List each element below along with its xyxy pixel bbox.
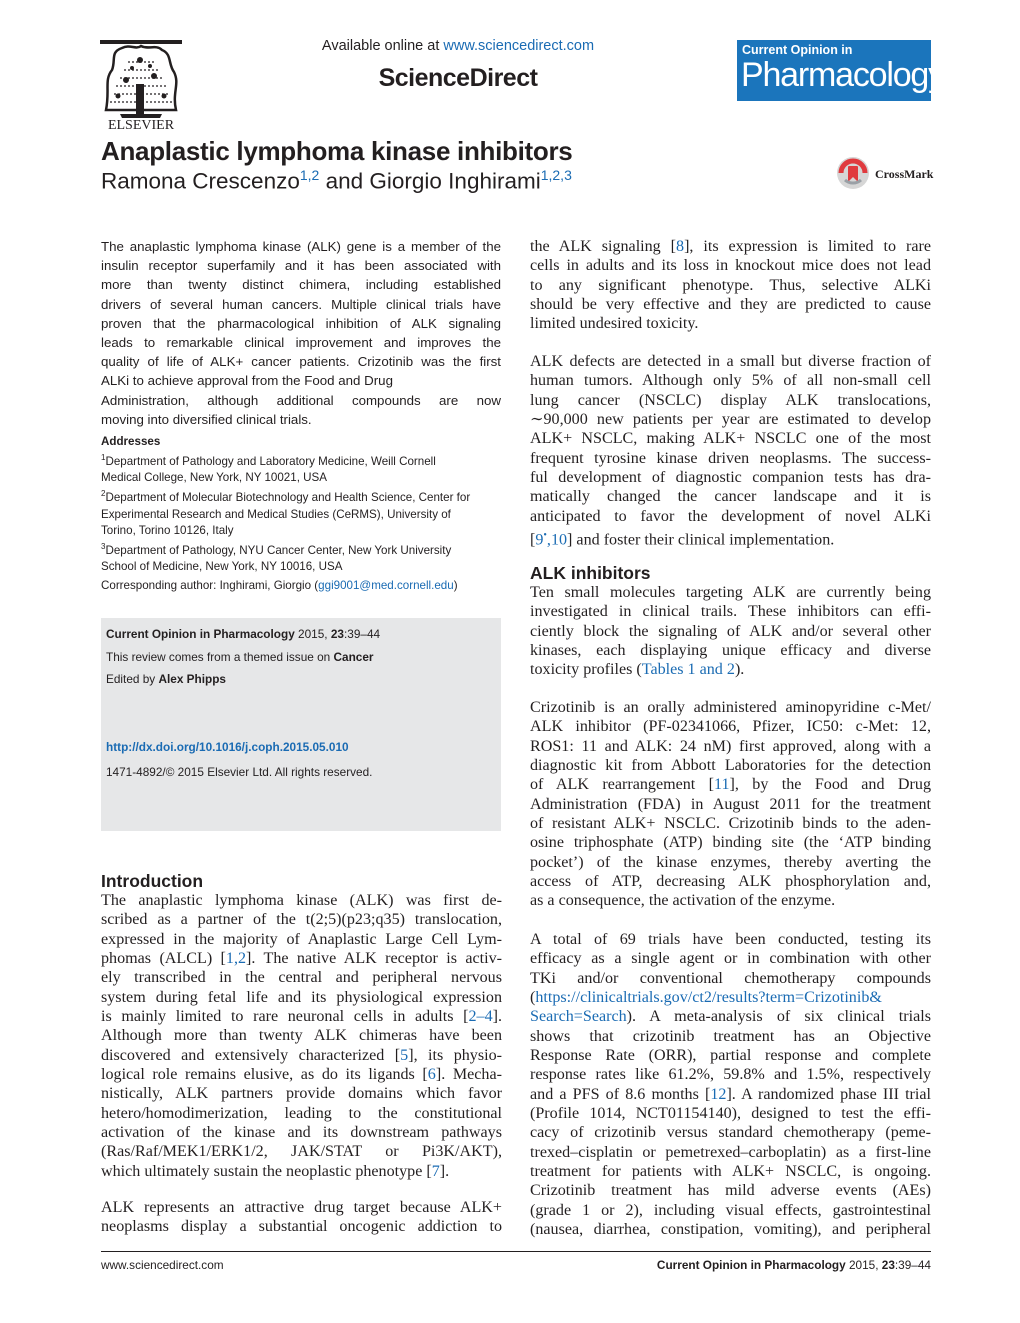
text-run: ∼90,000 new patients per year are estimated to develop	[530, 411, 931, 429]
text-run: ]. A randomized phase III trial	[726, 1085, 931, 1103]
abstract-line: leads to remarkable clinical improvement and improves the	[101, 335, 501, 351]
text-line	[530, 949, 931, 968]
text-run: efficacy as a single agent or in combination with other	[530, 950, 931, 968]
text-line	[101, 1104, 502, 1123]
text-line	[530, 1201, 931, 1220]
address-sup: 3	[101, 541, 106, 551]
text-line	[530, 314, 931, 333]
text-run: ALK represents an attractive drug target because ALK+	[101, 1199, 502, 1216]
crossmark-label: CrossMark	[875, 167, 934, 181]
edited-prefix: Edited by	[106, 672, 159, 686]
address-line: Experimental Research and Medical Studies (CeRMS), University of	[101, 507, 451, 521]
text-run: scribed as a partner of the t(2;5)(p23;q35) translocation,	[101, 911, 502, 929]
footer-rule	[101, 1251, 931, 1252]
reference-link[interactable]: 11	[714, 776, 730, 794]
introduction-paragraph-2	[101, 1198, 502, 1237]
doi-line	[106, 740, 349, 754]
text-run: ], by the Food and Drug	[729, 776, 931, 794]
text-run: (Ras/Raf/MEK1/ERK1/2, JAK/STAT or Pi3K/AKT),	[101, 1143, 502, 1161]
reference-link[interactable]: 5	[400, 1046, 409, 1064]
text-line	[101, 988, 502, 1007]
introduction-heading: Introduction	[101, 871, 204, 891]
right-paragraph-1	[530, 237, 931, 334]
text-line	[530, 698, 931, 717]
text-run: lung cancer (NSCLC) display ALK translocations,	[530, 391, 931, 409]
text-run: ALK defects are detected in a small but diverse fraction of	[530, 353, 931, 370]
text-run: [	[530, 531, 536, 549]
copyright-text: 2015 Elsevier Ltd. All rights reserved.	[174, 765, 373, 779]
clinicaltrials-link[interactable]: Search=Search	[530, 1008, 627, 1026]
address-line: Medical College, New York, NY 10021, USA	[101, 471, 327, 485]
abstract-line: more than twenty distinct chimera, including established	[101, 277, 501, 293]
text-line	[101, 891, 502, 910]
text-run: system during fetal life and its physiological expression	[101, 988, 502, 1006]
text-line	[101, 1198, 502, 1217]
text-run: should be very effective and they are predicted to cause	[530, 296, 931, 314]
text-run: kinases, each displaying unique efficacy and diverse	[530, 642, 931, 660]
text-run: treatment for patients with ALK+ NSCLC, is ongoing.	[530, 1163, 931, 1181]
author-list	[101, 167, 572, 195]
text-line	[530, 1123, 931, 1142]
abstract-line: drivers of several human cancers. Multiple clinical trials have	[101, 296, 501, 312]
right-paragraph-4	[530, 698, 931, 911]
text-run: is mainly limited to rare neuronal cells in adults [	[101, 1008, 469, 1026]
text-line	[530, 371, 931, 390]
text-line	[530, 1046, 931, 1065]
text-run: which ultimately sustain the neoplastic phenotype [	[101, 1162, 432, 1180]
text-run: ALK inhibitor (PF-02341066, Pfizer, IC50: c-Met: 12,	[530, 718, 931, 736]
sciencedirect-link[interactable]: www.sciencedirect.com	[443, 38, 595, 54]
text-line	[530, 988, 931, 1007]
text-run: Ten small molecules targeting ALK are currently being	[530, 584, 931, 601]
reference-link[interactable]: 2–4	[468, 1008, 493, 1026]
text-run: osine triphosphate (ATP) binding site (the ‘ATP binding	[530, 834, 931, 852]
text-run: ]. The native ALK receptor is activ-	[246, 950, 502, 968]
text-line	[530, 526, 931, 550]
text-run: ). A meta-analysis of six clinical trials	[626, 1008, 931, 1026]
text-run: hetero/homodimerization, leading to the constitutional	[101, 1104, 502, 1122]
address-sup: 2	[101, 489, 106, 499]
text-line	[101, 1007, 502, 1026]
available-prefix: Available online at	[321, 38, 444, 54]
reference-link[interactable]: 6	[427, 1066, 436, 1084]
text-line	[530, 641, 931, 660]
text-run: Although more than twenty ALK chimeras have been	[101, 1027, 502, 1045]
text-line	[530, 737, 931, 756]
reference-link[interactable]: ,10	[546, 531, 568, 549]
text-line	[530, 352, 931, 371]
text-line	[530, 295, 931, 314]
text-line	[530, 237, 931, 256]
text-run: toxicity profiles (	[530, 661, 642, 679]
author-name[interactable]: Ramona Crescenzo	[101, 168, 300, 194]
citation-year: 2015,	[294, 627, 331, 641]
text-run: ciently block the signaling of ALK and/or several other	[530, 622, 931, 640]
text-line	[530, 1162, 931, 1181]
copyright-icon: ©	[165, 765, 175, 779]
text-line	[530, 487, 931, 506]
themed-prefix: This review comes from a themed issue on	[106, 650, 334, 664]
abstract	[101, 237, 501, 429]
text-run: ], its physio-	[408, 1046, 502, 1064]
text-run: phomas (ALCL) [	[101, 950, 226, 968]
text-run: logical role remains elusive, as do its ligands [	[101, 1066, 428, 1084]
text-line	[530, 1007, 931, 1026]
text-run: ALK+ NSCLC, making ALK+ NSCLC one of the most	[530, 430, 931, 448]
text-run: discovered and extensively characterized [	[101, 1046, 401, 1064]
text-run: of ALK rearrangement [	[530, 776, 715, 794]
text-run: trexed–cisplatin or pemetrexed–carboplatin) as a first-line	[530, 1143, 931, 1161]
journal-banner-top: Current Opinion in	[742, 43, 853, 57]
text-run: cells in adults and its loss in knockout mice does not lead	[530, 257, 931, 275]
text-run: Crizotinib treatment has mild adverse events (AEs)	[530, 1182, 931, 1200]
text-line	[530, 410, 931, 429]
footer-pages: :39–44	[894, 1258, 931, 1272]
text-run: as a consequence, the activation of the enzyme.	[530, 892, 836, 910]
text-line	[530, 1181, 931, 1200]
text-line	[530, 775, 931, 794]
text-line	[530, 1027, 931, 1046]
author-name[interactable]: Giorgio Inghirami	[369, 168, 541, 194]
address-1	[101, 450, 505, 470]
text-run: The anaplastic lymphoma kinase (ALK) was first de-	[101, 892, 502, 909]
citation-line	[106, 627, 380, 641]
reference-link[interactable]: 9	[535, 531, 544, 549]
text-run: the ALK signaling [	[530, 238, 677, 255]
author-conjunction: and	[325, 168, 364, 194]
text-line	[101, 1065, 502, 1084]
text-run: shows that crizotinib treatment has an Objective	[530, 1027, 931, 1045]
text-run: ].	[439, 1162, 450, 1180]
text-line	[530, 1104, 931, 1123]
text-run: of resistant ALK+ NSCLC. Crizotinib binds to the aden-	[530, 815, 931, 833]
text-line	[530, 1065, 931, 1084]
text-line	[530, 795, 931, 814]
author-affiliation-sup[interactable]: 1,2,3	[540, 167, 572, 183]
text-run: (Profile 1014, NCT01154140), designed to test the effi-	[530, 1105, 931, 1123]
crossmark-badge[interactable]	[836, 154, 934, 192]
text-line	[101, 1123, 502, 1142]
address-2	[101, 486, 505, 506]
footer-volume: 23	[881, 1258, 895, 1272]
issn: 1471-4892/	[106, 765, 166, 779]
text-line	[530, 1143, 931, 1162]
footer-year: 2015,	[845, 1258, 882, 1272]
text-line	[101, 930, 502, 949]
text-run: diagnostic kit from Abbott Laboratories for the detection	[530, 757, 931, 775]
text-run: matically changed the cancer landscape and it is	[530, 488, 931, 506]
footer-journal: Current Opinion in Pharmacology	[656, 1258, 846, 1272]
address-line: Torino, Torino 10126, Italy	[101, 523, 234, 537]
address-line: Department of Molecular Biotechnology and Health Science, Center for	[105, 491, 471, 505]
text-line	[530, 833, 931, 852]
text-line	[530, 717, 931, 736]
text-run: Crizotinib is an orally administered aminopyridine c-Met/	[530, 699, 931, 716]
text-line	[530, 391, 931, 410]
text-run: neoplasms display a substantial oncogenic addiction to	[101, 1218, 502, 1236]
text-run: access of ATP, decreasing ALK phosphorylation and,	[530, 873, 931, 891]
reference-link[interactable]: 7	[431, 1162, 440, 1180]
text-line	[530, 814, 931, 833]
text-line	[101, 949, 502, 968]
text-line	[101, 910, 502, 929]
journal-banner-title: Pharmacology	[741, 56, 944, 94]
elsevier-wordmark: ELSEVIER	[107, 118, 175, 130]
text-run: ful development of diagnostic companion tests has dra-	[530, 469, 931, 487]
text-line	[101, 1162, 502, 1181]
text-run: frequent tyrosine kinase driven neoplasms. The success-	[530, 449, 931, 467]
abstract-line: quality of life of ALK+ cancer patients. Crizotinib was the first	[101, 354, 501, 370]
address-line: Department of Pathology and Laboratory Medicine, Weill Cornell	[105, 455, 436, 469]
abstract-line: Administration, although additional compounds are now	[101, 392, 501, 408]
text-line	[530, 429, 931, 448]
reference-link[interactable]: 12	[710, 1085, 727, 1103]
text-line	[530, 256, 931, 275]
introduction-paragraph-1	[101, 891, 502, 1181]
text-line	[101, 1217, 502, 1236]
text-line	[101, 1026, 502, 1045]
abstract-line: moving into diversified clinical trials.	[101, 411, 312, 427]
text-line	[530, 853, 931, 872]
text-line	[530, 1220, 931, 1239]
corresponding-author	[101, 578, 505, 594]
text-run: pocket’) of the kinase enzymes, thereby averting the	[530, 853, 931, 871]
text-run: anticipated to favor the development of novel ALKi	[530, 507, 931, 525]
corresponding-prefix: Corresponding author: Inghirami, Giorgio (	[101, 579, 319, 592]
text-run: activation of the kinase and its downstream pathways	[101, 1124, 502, 1142]
article-info-box	[101, 618, 501, 831]
text-line	[530, 872, 931, 891]
text-line	[530, 602, 931, 621]
text-run: TKi and/or conventional chemotherapy compounds	[530, 969, 931, 987]
text-run: cacy of crizotinib versus standard chemotherapy (peme-	[530, 1124, 931, 1142]
text-run: ely transcribed in the central and peripheral nervous	[101, 969, 502, 987]
editor-name: Alex Phipps	[158, 672, 226, 686]
text-run: investigated in clinical trails. These inhibitors can effi-	[530, 603, 931, 621]
text-line	[101, 1046, 502, 1065]
addresses	[101, 434, 505, 575]
text-run: ]. Mecha-	[435, 1066, 502, 1084]
address-3	[101, 539, 505, 559]
text-run: human tumors. Although only 5% of all non-small cell	[530, 372, 931, 390]
reference-link[interactable]: Tables 1 and 2	[641, 661, 735, 679]
abstract-line: ALKi to achieve approval from the Food and Drug	[101, 373, 393, 389]
footer-website[interactable]: www.sciencedirect.com	[101, 1258, 224, 1272]
text-run: A total of 69 trials have been conducted, testing its	[530, 931, 931, 948]
citation-journal: Current Opinion in Pharmacology	[106, 627, 295, 641]
themed-issue-line	[106, 650, 374, 664]
text-line	[530, 969, 931, 988]
abstract-line: proven that the pharmacological inhibition of ALK signaling	[101, 315, 501, 331]
text-run: Response Rate (ORR), partial response and complete	[530, 1047, 931, 1065]
text-line	[530, 756, 931, 775]
text-run: (	[530, 989, 536, 1007]
right-paragraph-5	[530, 930, 931, 1240]
reference-link[interactable]: 8	[676, 238, 685, 255]
text-line	[101, 968, 502, 987]
address-line: School of Medicine, New York, NY 10016, USA	[101, 560, 343, 573]
author-affiliation-sup[interactable]: 1,2	[299, 167, 320, 183]
right-paragraph-2	[530, 352, 931, 550]
text-line	[101, 1084, 502, 1103]
issn-line	[106, 765, 372, 779]
addresses-heading: Addresses	[101, 435, 161, 448]
text-run: ] and foster their clinical implementation.	[567, 531, 835, 549]
doi-link[interactable]: http://dx.doi.org/10.1016/j.coph.2015.05.010	[106, 740, 349, 754]
text-run: nistically, ALK partners provide domains which favor	[101, 1085, 502, 1103]
text-line	[530, 660, 931, 679]
edited-by-line	[106, 672, 226, 686]
text-run: (grade 1 or 2), including visual effects, gastrointestinal	[530, 1201, 931, 1219]
article-title: Anaplastic lymphoma kinase inhibitors	[101, 136, 573, 166]
text-run: ).	[734, 661, 745, 679]
text-run: ].	[492, 1008, 502, 1026]
annotation-marker: •	[543, 530, 547, 542]
text-line	[530, 507, 931, 526]
citation-pages: :39–44	[343, 627, 381, 641]
themed-topic: Cancer	[333, 650, 374, 664]
text-line	[530, 891, 931, 910]
citation-volume: 23	[330, 627, 344, 641]
reference-link[interactable]: 1,2	[225, 950, 247, 968]
abstract-line: insulin receptor superfamily and it has been associated with	[101, 258, 501, 274]
sciencedirect-wordmark: ScienceDirect	[378, 64, 538, 92]
text-run: expressed in the majority of Anaplastic Large Cell Lym-	[101, 930, 502, 948]
address-sup: 1	[101, 453, 106, 463]
alk-inhibitors-heading: ALK inhibitors	[530, 563, 651, 583]
text-run: Administration (FDA) in August 2011 for the treatment	[530, 795, 931, 813]
text-run: ROS1: 11 and ALK: 24 nM) first approved, along with a	[530, 737, 931, 755]
right-paragraph-3	[530, 583, 931, 680]
text-run: limited undesired toxicity.	[530, 315, 699, 333]
text-run: (nausea, diarrhea, constipation, vomiting), and peripheral	[530, 1221, 931, 1239]
text-line	[101, 1142, 502, 1161]
abstract-line: The anaplastic lymphoma kinase (ALK) gene is a member of the	[101, 239, 501, 254]
corresponding-suffix: )	[453, 579, 458, 592]
text-run: to any significant phenotype. Thus, selective ALKi	[530, 276, 931, 294]
text-line	[530, 622, 931, 641]
text-run: ], its expression is limited to rare	[684, 238, 931, 255]
address-line: Department of Pathology, NYU Cancer Center, New York University	[105, 543, 452, 557]
corresponding-email-link[interactable]: ggi9001@med.cornell.edu	[318, 579, 454, 592]
text-line	[530, 583, 931, 602]
text-line	[530, 930, 931, 949]
text-run: and a PFS of 8.6 months [	[530, 1085, 711, 1103]
text-line	[530, 449, 931, 468]
text-line	[530, 276, 931, 295]
text-run: response rates like 61.2%, 59.8% and 1.5%, respectively	[530, 1066, 931, 1084]
text-line	[530, 1085, 931, 1104]
clinicaltrials-link[interactable]: https://clinicaltrials.gov/ct2/results?term=Crizotinib&	[535, 989, 882, 1007]
journal-banner	[737, 40, 944, 101]
footer-citation	[560, 1258, 931, 1272]
text-line	[530, 468, 931, 487]
